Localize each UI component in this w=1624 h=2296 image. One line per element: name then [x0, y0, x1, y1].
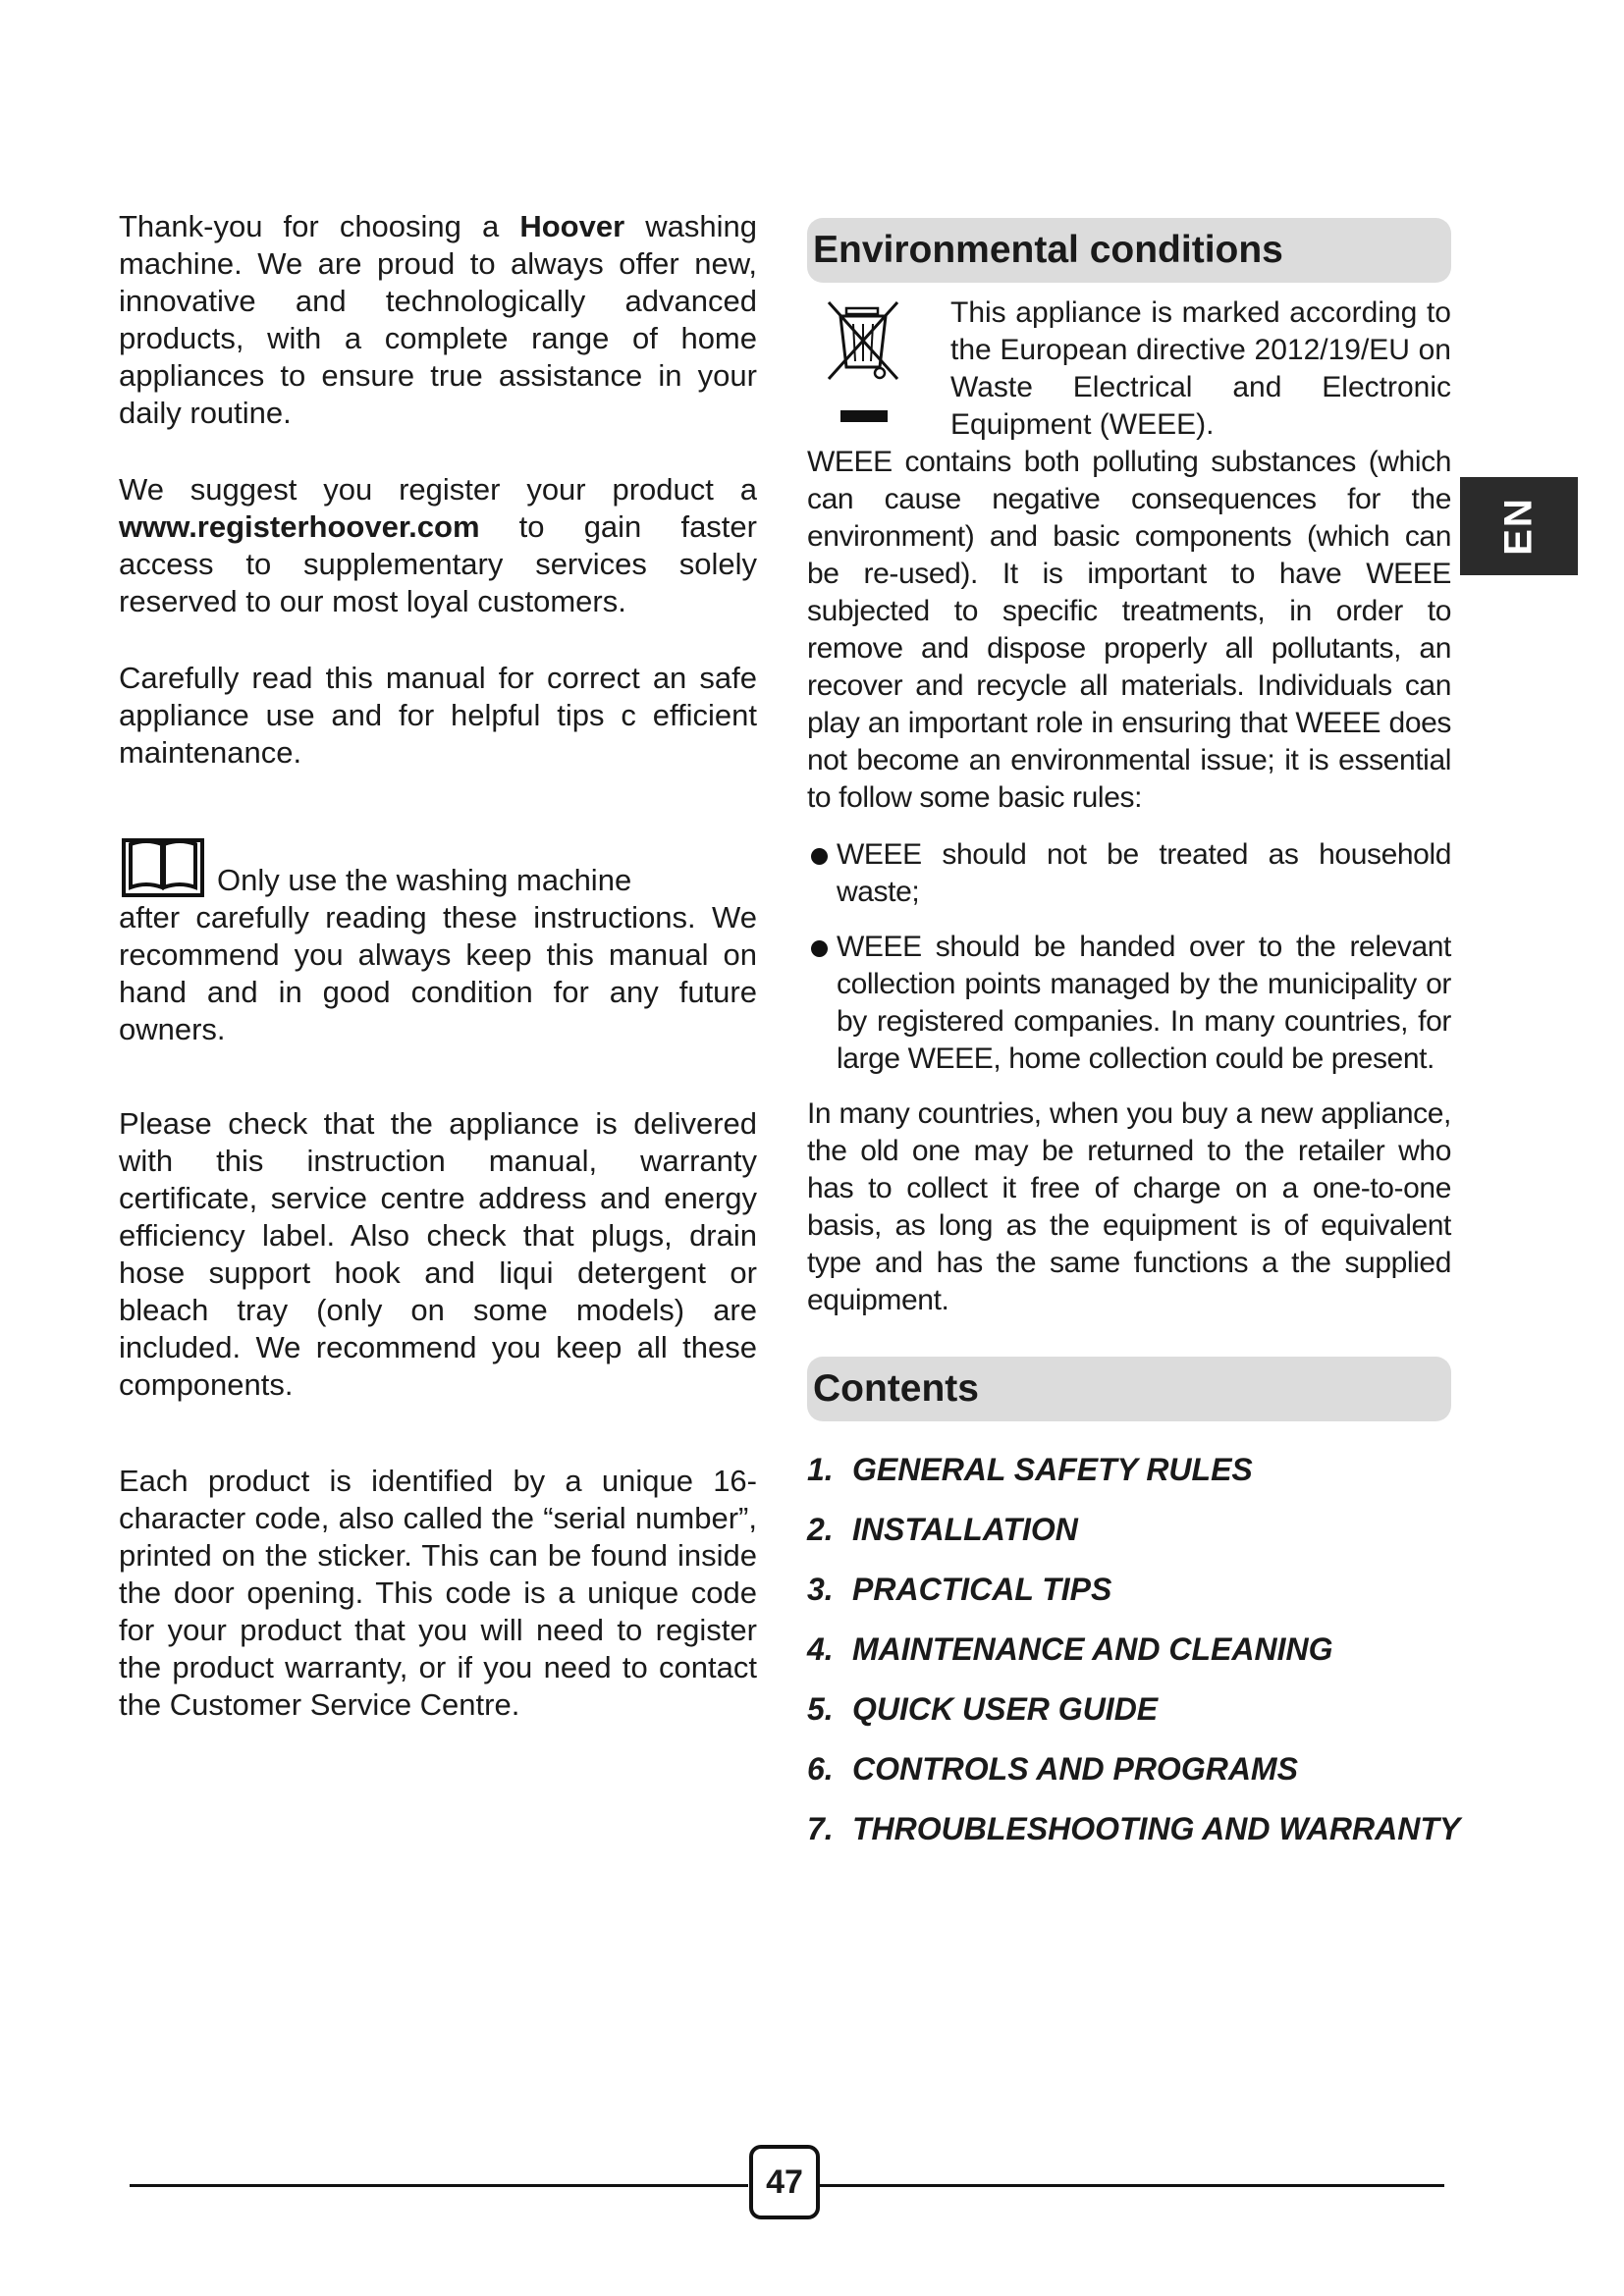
intro-text: washing machine. We are proud to always offer new, innovative and technologically advanced products, with a complete range of home appliances to ensure true assistance in your daily routine. — [119, 209, 757, 430]
toc-number: 6. — [807, 1751, 834, 1787]
intro-paragraph-thanks — [119, 208, 757, 432]
toc-label: CONTROLS AND PROGRAMS — [852, 1751, 1298, 1787]
toc-label: INSTALLATION — [852, 1512, 1078, 1547]
table-of-contents — [807, 1451, 1461, 1847]
intro-text: We suggest you register your product a — [119, 472, 757, 507]
toc-item[interactable] — [807, 1511, 1451, 1548]
language-tab[interactable] — [1460, 477, 1578, 575]
intro-paragraph-serial: Each product is identified by a unique 16-character code, also called the “serial number”, printed on the sticker. This can be found inside the door opening. This code is a unique code for your product that you will need to register the product warranty, or if you need to contact the Customer Service Centre. — [119, 1464, 757, 1722]
language-tab-label: EN — [1496, 497, 1541, 556]
weee-body: WEEE contains both polluting substances (which can cause negative consequences for the environment) and basic components (which can be re-used). It is important to have WEEE subjected to specific treatments, in order to remove and dispose properly all pollutants, an recover and recycle all materials. Individuals can play an important role in ensuring that WEEE does not become an environmental issue; it is essential to follow some basic rules: — [807, 446, 1451, 814]
toc-label: QUICK USER GUIDE — [852, 1691, 1159, 1727]
toc-item[interactable] — [807, 1810, 1461, 1847]
intro-paragraph-register — [119, 471, 757, 620]
manual-notice-line1 — [119, 830, 757, 899]
footer-rule-right — [820, 2184, 1444, 2187]
weee-intro: This appliance is marked according to the European directive 2012/19/EU on Waste Electrical and Electronic Equipment (WEEE). — [950, 296, 1451, 441]
crossed-bin-icon — [807, 294, 915, 432]
intro-text: Thank-you for choosing a — [119, 209, 520, 243]
intro-paragraph-read-manual: Carefully read this manual for correct an safe appliance use and for helpful tips c efficient maintenance. — [119, 661, 757, 770]
toc-label: THROUBLESHOOTING AND WARRANTY — [852, 1811, 1461, 1846]
footer-rule-left — [130, 2184, 748, 2187]
toc-item[interactable] — [807, 1750, 1451, 1788]
weee-icon-wrap — [807, 294, 950, 444]
list-item: WEEE should be handed over to the relevant collection points managed by the municipality or by registered companies. In many countries, for large WEEE, home collection could be present. — [807, 929, 1451, 1078]
toc-label: GENERAL SAFETY RULES — [852, 1452, 1253, 1487]
register-url: www.registerhoover.com — [119, 509, 480, 544]
manual-notice-rest: after carefully reading these instructions. We recommend you always keep this manual on hand and in good condition for any future owners. — [119, 900, 757, 1046]
contents-heading: Contents — [807, 1357, 1451, 1421]
toc-item[interactable] — [807, 1451, 1451, 1488]
intro-paragraph-contents-check: Please check that the appliance is delivered with this instruction manual, warranty certificate, service centre address and energy efficiency label. Also check that plugs, drain hose support hook and liqui detergent or bleach tray (only on some models) are included. We recommend you keep all these components. — [119, 1106, 757, 1402]
intro-column — [119, 208, 757, 1724]
weee-rules-list — [807, 836, 1451, 1078]
toc-item[interactable] — [807, 1690, 1451, 1728]
intro-text: to gain faster access to supplementary services solely reserved to our most loyal customers. — [119, 509, 757, 618]
weee-closing: In many countries, when you buy a new appliance, the old one may be returned to the retailer who has to collect it free of charge on a one-to-one basis, as long as the equipment is of equivalent type and has the same functions a the supplied equipment. — [807, 1097, 1451, 1316]
toc-number: 5. — [807, 1691, 834, 1727]
environment-column — [807, 218, 1461, 1870]
toc-number: 1. — [807, 1452, 834, 1487]
brand-name: Hoover — [519, 209, 625, 243]
toc-label: PRACTICAL TIPS — [852, 1572, 1112, 1607]
book-icon — [119, 830, 207, 899]
page-number: 47 — [749, 2145, 820, 2219]
toc-number: 7. — [807, 1811, 834, 1846]
weee-notice — [807, 294, 1451, 444]
list-item: WEEE should not be treated as household waste; — [807, 836, 1451, 911]
toc-number: 3. — [807, 1572, 834, 1607]
toc-number: 4. — [807, 1631, 834, 1667]
manual-notice-first: Only use the washing machine — [217, 863, 632, 897]
manual-notice — [119, 830, 757, 1048]
toc-item[interactable] — [807, 1571, 1451, 1608]
toc-label: MAINTENANCE AND CLEANING — [852, 1631, 1333, 1667]
toc-item[interactable] — [807, 1630, 1451, 1668]
environmental-conditions-heading: Environmental conditions — [807, 218, 1451, 283]
toc-number: 2. — [807, 1512, 834, 1547]
